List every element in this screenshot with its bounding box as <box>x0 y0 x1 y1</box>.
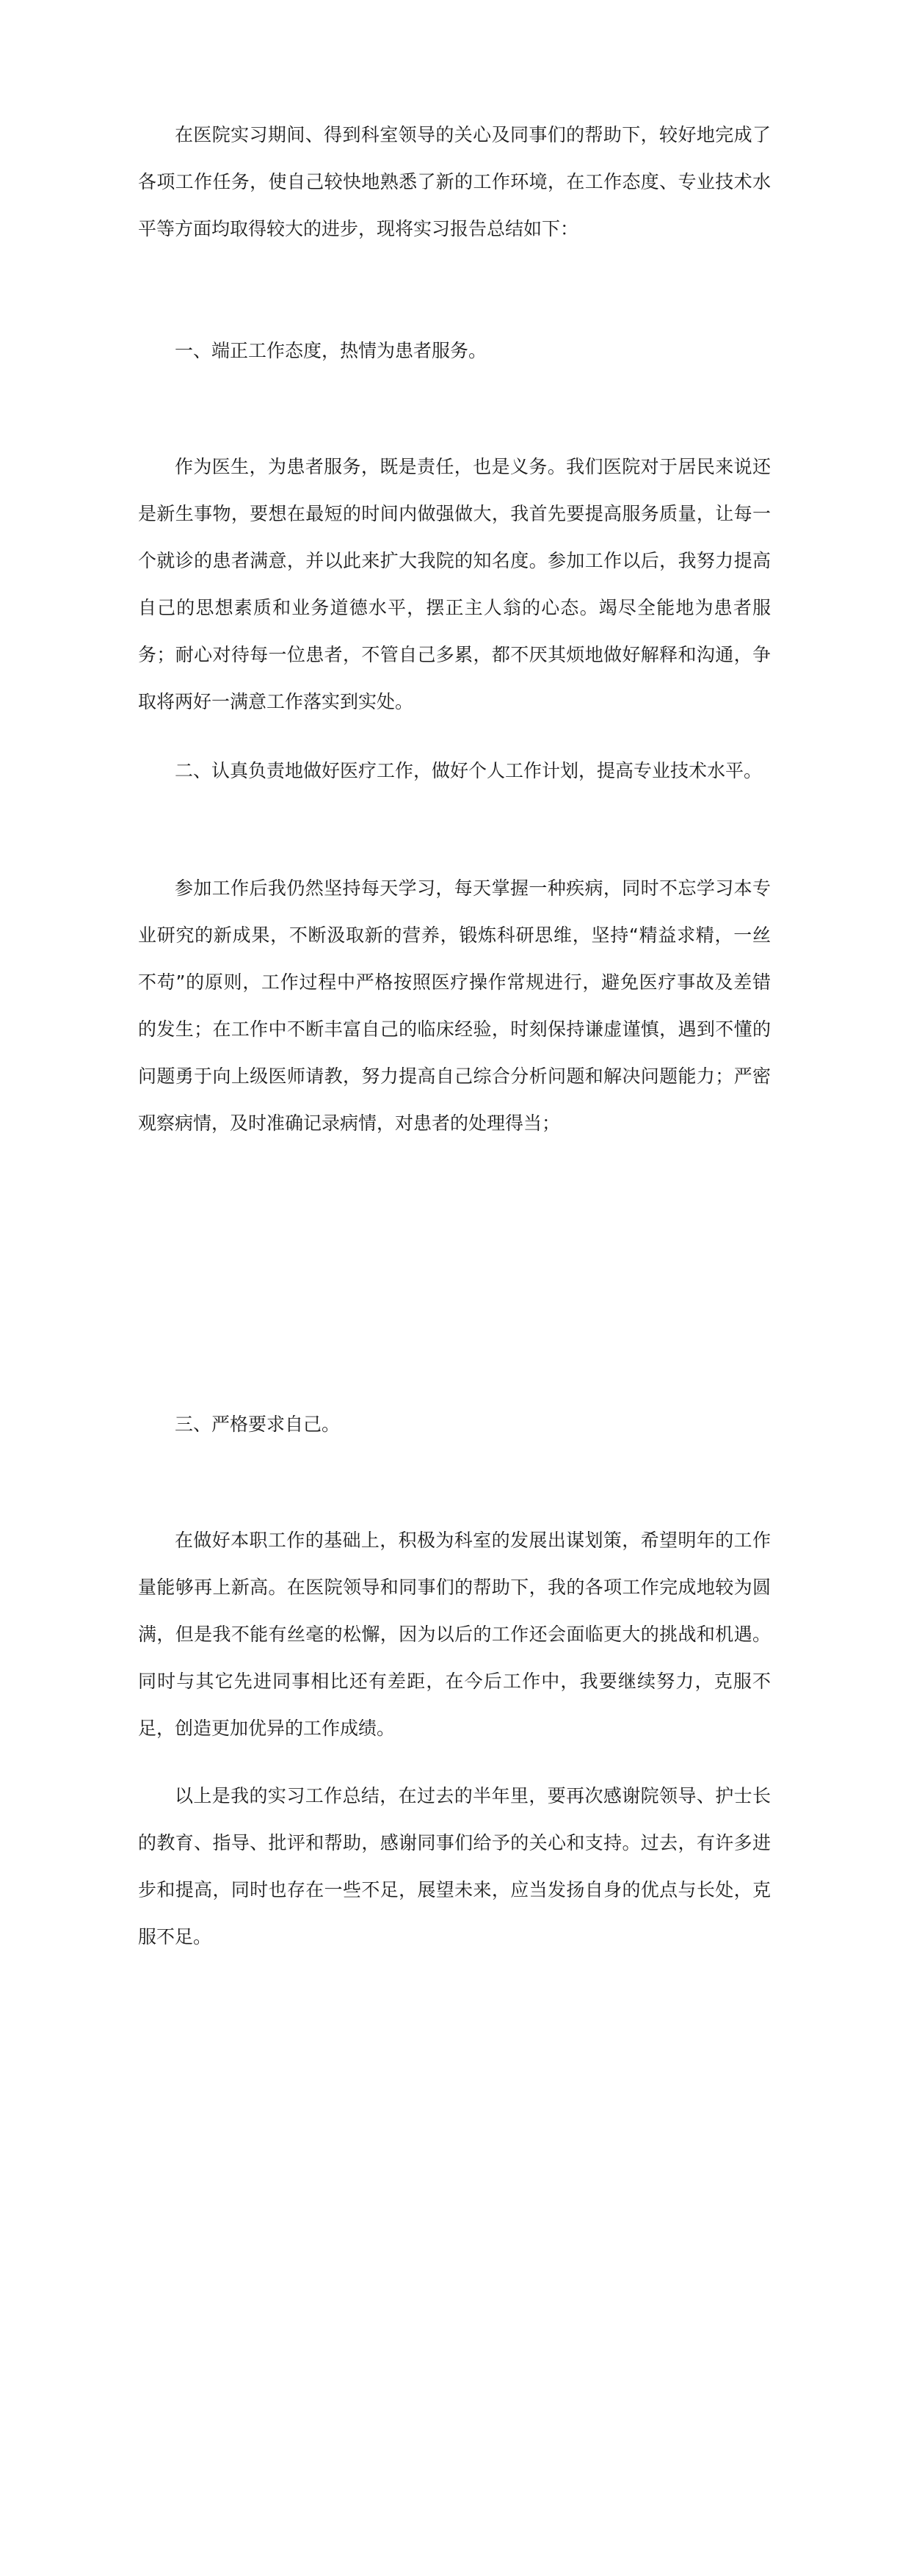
section-2-paragraph: 参加工作后我仍然坚持每天学习，每天掌握一种疾病，同时不忘学习本专业研究的新成果，不断汲取新的营养，锻炼科研思维，坚持“精益求精，一丝不苟”的原则，工作过程中严格按照医疗操作常规进行，避免医疗事故及差错的发生；在工作中不断丰富自己的临床经验，时刻保持谦虚谨慎，遇到不懂的问题勇于向上级医师请教，努力提高自己综合分析问题和解决问题能力；严密观察病情，及时准确记录病情，对患者的处理得当； <box>138 878 771 1134</box>
section-3-heading: 三、严格要求自己。 <box>175 1414 341 1435</box>
intro-paragraph: 在医院实习期间、得到科室领导的关心及同事们的帮助下，较好地完成了各项工作任务，使自己较快地熟悉了新的工作环境，在工作态度、专业技术水平等方面均取得较大的进步，现将实习报告总结如下： <box>138 124 771 239</box>
section-1-paragraph: 作为医生，为患者服务，既是责任，也是义务。我们医院对于居民来说还是新生事物，要想在最短的时间内做强做大，我首先要提高服务质量，让每一个就诊的患者满意，并以此来扩大我院的知名度。参加工作以后，我努力提高自己的思想素质和业务道德水平，摆正主人翁的心态。竭尽全能地为患者服务；耐心对待每一位患者，不管自己多累，都不厌其烦地做好解释和沟通，争取将两好一满意工作落实到实处。 <box>138 456 771 712</box>
section-3-paragraph: 在做好本职工作的基础上，积极为科室的发展出谋划策，希望明年的工作量能够再上新高。在医院领导和同事们的帮助下，我的各项工作完成地较为圆满，但是我不能有丝毫的松懈，因为以后的工作还会面临更大的挑战和机遇。同时与其它先进同事相比还有差距，在今后工作中，我要继续努力，克服不足，创造更加优异的工作成绩。 <box>138 1530 771 1739</box>
section-1-heading: 一、端正工作态度，热情为患者服务。 <box>175 340 487 361</box>
closing-paragraph: 以上是我的实习工作总结，在过去的半年里，要再次感谢院领导、护士长的教育、指导、批评和帮助，感谢同事们给予的关心和支持。过去，有许多进步和提高，同时也存在一些不足，展望未来，应当发扬自身的优点与长处，克服不足。 <box>138 1785 771 1947</box>
section-2-heading: 二、认真负责地做好医疗工作，做好个人工作计划，提高专业技术水平。 <box>175 760 763 781</box>
